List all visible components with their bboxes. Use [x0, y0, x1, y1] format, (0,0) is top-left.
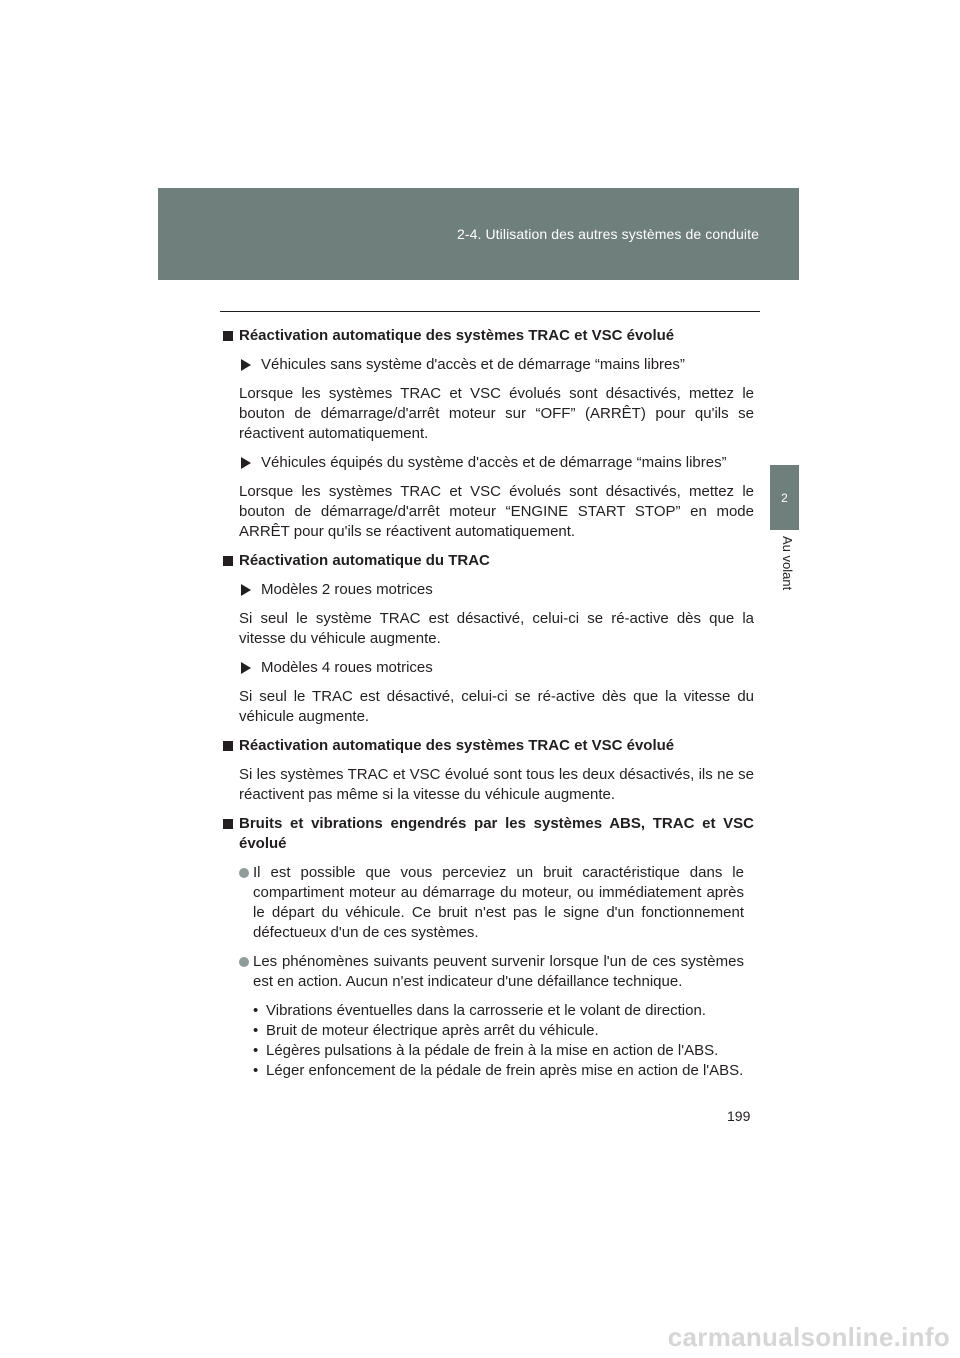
watermark: carmanualsonline.info [667, 1322, 950, 1352]
circle-bullet-icon [239, 868, 249, 878]
triangle-arrow-icon [241, 662, 251, 674]
phenomena-list [223, 1001, 754, 1081]
square-bullet-icon [223, 819, 233, 829]
paragraph: Si seul le TRAC est désactivé, celui-ci se ré-active dès que la vitesse du véhicule augmente. [239, 688, 754, 725]
section-heading: Réactivation automatique des systèmes TRAC et VSC évolué [223, 736, 754, 756]
list-item: • Bruit de moteur électrique après arrêt du véhicule. [253, 1022, 599, 1039]
chapter-tab-number: 2 [770, 465, 799, 530]
sub-heading: Véhicules sans système d'accès et de démarrage “mains libres” [223, 355, 754, 375]
triangle-arrow-icon [241, 584, 251, 596]
list-item: • Vibrations éventuelles dans la carrosserie et le volant de direction. [253, 1002, 706, 1019]
section-heading: Bruits et vibrations engendrés par les systèmes ABS, TRAC et VSC évolué [223, 814, 754, 854]
square-bullet-icon [223, 741, 233, 751]
triangle-arrow-icon [241, 359, 251, 371]
chapter-title: 2-4. Utilisation des autres systèmes de conduite [456, 226, 759, 242]
paragraph: Si seul le système TRAC est désactivé, celui-ci se ré-active dès que la vitesse du véhicule augmente. [239, 610, 754, 647]
list-item: • Légères pulsations à la pédale de frein à la mise en action de l'ABS. [253, 1042, 719, 1059]
paragraph: Lorsque les systèmes TRAC et VSC évolués sont désactivés, mettez le bouton de démarrage/d'arrêt moteur sur “OFF” (ARRÊT) pour qu'ils se réactivent automatiquement. [239, 385, 754, 442]
page-content [223, 326, 754, 1081]
circle-bullet-icon [239, 957, 249, 967]
sub-heading: Véhicules équipés du système d'accès et de démarrage “mains libres” [223, 453, 754, 473]
sub-heading: Modèles 4 roues motrices [223, 658, 754, 678]
section-heading: Réactivation automatique des systèmes TRAC et VSC évolué [223, 326, 754, 346]
chapter-header-band [158, 188, 799, 280]
triangle-arrow-icon [241, 457, 251, 469]
paragraph: Lorsque les systèmes TRAC et VSC évolués sont désactivés, mettez le bouton de démarrage/d'arrêt moteur “ENGINE START STOP” en mode ARRÊT pour qu'ils se réactivent automatiquement. [239, 483, 754, 540]
circle-bullet-item: Il est possible que vous perceviez un bruit caractéristique dans le compartiment moteur au démarrage du moteur, ou immédiatement après le départ du véhicule. Ce bruit n'est pas le signe d'un fonctionnement défectueux d'un de ces systèmes. [223, 863, 754, 943]
sub-heading: Modèles 2 roues motrices [223, 580, 754, 600]
square-bullet-icon [223, 331, 233, 341]
top-divider [220, 311, 760, 312]
paragraph: Si les systèmes TRAC et VSC évolué sont tous les deux désactivés, ils ne se réactivent pas même si la vitesse du véhicule augmente. [239, 766, 754, 803]
list-item: • Léger enfoncement de la pédale de frein après mise en action de l'ABS. [253, 1062, 744, 1079]
page-number: 199 [727, 1108, 751, 1124]
chapter-tab-label: Au volant [780, 536, 795, 591]
square-bullet-icon [223, 556, 233, 566]
circle-bullet-item: Les phénomènes suivants peuvent survenir lorsque l'un de ces systèmes est en action. Aucun n'est indicateur d'une défaillance technique. [223, 952, 754, 992]
section-heading: Réactivation automatique du TRAC [223, 551, 754, 571]
